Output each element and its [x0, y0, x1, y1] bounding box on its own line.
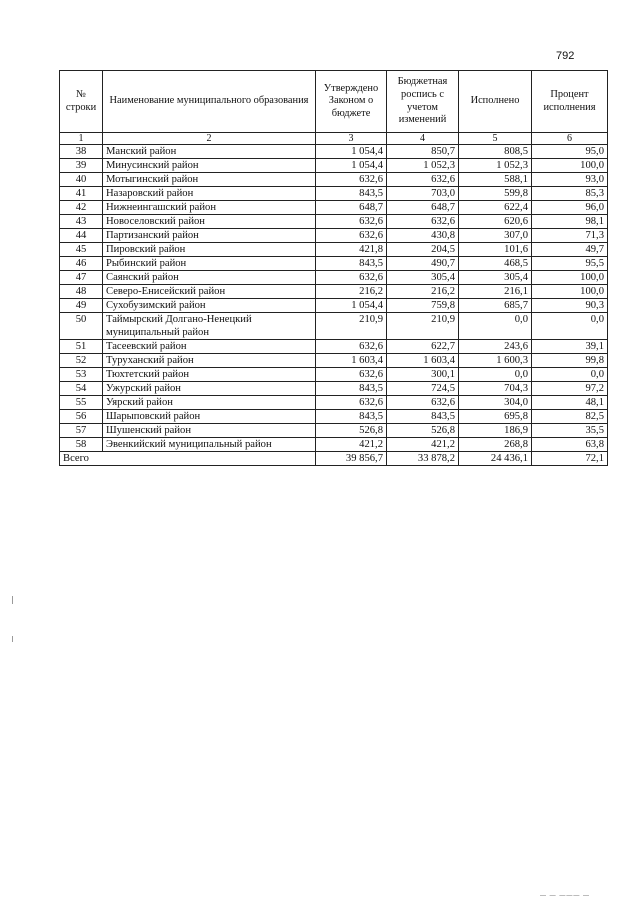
- approved-cell: 843,5: [316, 187, 387, 201]
- row-number-cell: 45: [60, 243, 103, 257]
- total-executed: 24 436,1: [459, 452, 532, 466]
- table-row: [60, 340, 608, 354]
- executed-cell: 620,6: [459, 215, 532, 229]
- percent-cell: 97,2: [532, 382, 608, 396]
- column-number: 6: [532, 133, 608, 145]
- municipality-cell: Мотыгинский район: [103, 173, 316, 187]
- schedule-cell: 526,8: [387, 424, 459, 438]
- row-number-cell: 39: [60, 159, 103, 173]
- schedule-cell: 703,0: [387, 187, 459, 201]
- row-number-cell: 43: [60, 215, 103, 229]
- column-number: 5: [459, 133, 532, 145]
- table-row: [60, 187, 608, 201]
- row-number-cell: 42: [60, 201, 103, 215]
- municipality-cell: Уярский район: [103, 396, 316, 410]
- table-row: [60, 173, 608, 187]
- total-percent: 72,1: [532, 452, 608, 466]
- executed-cell: 808,5: [459, 145, 532, 159]
- percent-cell: 0,0: [532, 368, 608, 382]
- municipality-cell: Новоселовский район: [103, 215, 316, 229]
- executed-cell: 307,0: [459, 229, 532, 243]
- percent-cell: 48,1: [532, 396, 608, 410]
- approved-cell: 648,7: [316, 201, 387, 215]
- municipality-cell: Минусинский район: [103, 159, 316, 173]
- column-number-row: [60, 133, 608, 145]
- executed-cell: 0,0: [459, 368, 532, 382]
- approved-cell: 632,6: [316, 340, 387, 354]
- row-number-cell: 56: [60, 410, 103, 424]
- percent-cell: 100,0: [532, 159, 608, 173]
- header-budget-schedule: Бюджетная роспись с учетом изменений: [387, 71, 459, 133]
- executed-cell: 268,8: [459, 438, 532, 452]
- header-row-number: № строки: [60, 71, 103, 133]
- table-row: [60, 368, 608, 382]
- header-percent: Процент исполнения: [532, 71, 608, 133]
- budget-execution-table: [59, 70, 608, 466]
- row-number-cell: 48: [60, 285, 103, 299]
- municipality-cell: Назаровский район: [103, 187, 316, 201]
- executed-cell: 622,4: [459, 201, 532, 215]
- percent-cell: 82,5: [532, 410, 608, 424]
- municipality-cell: Ужурский район: [103, 382, 316, 396]
- percent-cell: 35,5: [532, 424, 608, 438]
- schedule-cell: 843,5: [387, 410, 459, 424]
- percent-cell: 98,1: [532, 215, 608, 229]
- table-header-row: [60, 71, 608, 133]
- table-row: [60, 424, 608, 438]
- executed-cell: 695,8: [459, 410, 532, 424]
- total-label: Всего: [60, 452, 316, 466]
- schedule-cell: 759,8: [387, 299, 459, 313]
- approved-cell: 632,6: [316, 215, 387, 229]
- executed-cell: 468,5: [459, 257, 532, 271]
- row-number-cell: 51: [60, 340, 103, 354]
- municipality-cell: Нижнеингашский район: [103, 201, 316, 215]
- percent-cell: 39,1: [532, 340, 608, 354]
- row-number-cell: 54: [60, 382, 103, 396]
- executed-cell: 304,0: [459, 396, 532, 410]
- percent-cell: 95,5: [532, 257, 608, 271]
- approved-cell: 210,9: [316, 313, 387, 340]
- municipality-cell: Шушенский район: [103, 424, 316, 438]
- schedule-cell: 648,7: [387, 201, 459, 215]
- executed-cell: 1 052,3: [459, 159, 532, 173]
- table-row: [60, 271, 608, 285]
- table-row: [60, 438, 608, 452]
- header-municipality: Наименование муниципального образования: [103, 71, 316, 133]
- approved-cell: 421,8: [316, 243, 387, 257]
- percent-cell: 100,0: [532, 271, 608, 285]
- percent-cell: 63,8: [532, 438, 608, 452]
- executed-cell: 704,3: [459, 382, 532, 396]
- schedule-cell: 1 603,4: [387, 354, 459, 368]
- table-row: [60, 299, 608, 313]
- percent-cell: 90,3: [532, 299, 608, 313]
- header-executed: Исполнено: [459, 71, 532, 133]
- table-row: [60, 243, 608, 257]
- approved-cell: 843,5: [316, 382, 387, 396]
- table-row: [60, 354, 608, 368]
- municipality-cell: Партизанский район: [103, 229, 316, 243]
- executed-cell: 588,1: [459, 173, 532, 187]
- row-number-cell: 47: [60, 271, 103, 285]
- schedule-cell: 216,2: [387, 285, 459, 299]
- column-number: 4: [387, 133, 459, 145]
- table-row: [60, 215, 608, 229]
- municipality-cell: Тюхтетский район: [103, 368, 316, 382]
- percent-cell: 71,3: [532, 229, 608, 243]
- scan-footer-mark: — — ——— —: [540, 893, 591, 899]
- row-number-cell: 57: [60, 424, 103, 438]
- table-row: [60, 145, 608, 159]
- table-row: [60, 313, 608, 340]
- approved-cell: 632,6: [316, 271, 387, 285]
- municipality-cell: Таймырский Долгано-Ненецкий муниципальный район: [103, 313, 316, 340]
- schedule-cell: 421,2: [387, 438, 459, 452]
- schedule-cell: 210,9: [387, 313, 459, 340]
- table-row: [60, 201, 608, 215]
- schedule-cell: 632,6: [387, 215, 459, 229]
- row-number-cell: 53: [60, 368, 103, 382]
- table-row: [60, 410, 608, 424]
- percent-cell: 99,8: [532, 354, 608, 368]
- approved-cell: 843,5: [316, 257, 387, 271]
- percent-cell: 95,0: [532, 145, 608, 159]
- municipality-cell: Северо-Енисейский район: [103, 285, 316, 299]
- municipality-cell: Манский район: [103, 145, 316, 159]
- executed-cell: 186,9: [459, 424, 532, 438]
- table-row: [60, 382, 608, 396]
- approved-cell: 632,6: [316, 396, 387, 410]
- table-row: [60, 285, 608, 299]
- table-row: [60, 229, 608, 243]
- table-row: [60, 257, 608, 271]
- schedule-cell: 632,6: [387, 173, 459, 187]
- executed-cell: 1 600,3: [459, 354, 532, 368]
- schedule-cell: 300,1: [387, 368, 459, 382]
- municipality-cell: Сухобузимский район: [103, 299, 316, 313]
- approved-cell: 1 054,4: [316, 159, 387, 173]
- scan-margin-mark: [12, 636, 13, 642]
- executed-cell: 599,8: [459, 187, 532, 201]
- municipality-cell: Саянский район: [103, 271, 316, 285]
- total-approved: 39 856,7: [316, 452, 387, 466]
- row-number-cell: 38: [60, 145, 103, 159]
- column-number: 1: [60, 133, 103, 145]
- approved-cell: 632,6: [316, 173, 387, 187]
- row-number-cell: 40: [60, 173, 103, 187]
- executed-cell: 305,4: [459, 271, 532, 285]
- column-number: 3: [316, 133, 387, 145]
- percent-cell: 0,0: [532, 313, 608, 340]
- schedule-cell: 632,6: [387, 396, 459, 410]
- approved-cell: 1 603,4: [316, 354, 387, 368]
- approved-cell: 632,6: [316, 229, 387, 243]
- header-approved: Утверждено Законом о бюджете: [316, 71, 387, 133]
- schedule-cell: 204,5: [387, 243, 459, 257]
- executed-cell: 243,6: [459, 340, 532, 354]
- row-number-cell: 49: [60, 299, 103, 313]
- municipality-cell: Эвенкийский муниципальный район: [103, 438, 316, 452]
- percent-cell: 93,0: [532, 173, 608, 187]
- row-number-cell: 52: [60, 354, 103, 368]
- municipality-cell: Рыбинский район: [103, 257, 316, 271]
- row-number-cell: 58: [60, 438, 103, 452]
- approved-cell: 216,2: [316, 285, 387, 299]
- table-row: [60, 159, 608, 173]
- approved-cell: 421,2: [316, 438, 387, 452]
- executed-cell: 0,0: [459, 313, 532, 340]
- executed-cell: 685,7: [459, 299, 532, 313]
- percent-cell: 96,0: [532, 201, 608, 215]
- total-schedule: 33 878,2: [387, 452, 459, 466]
- schedule-cell: 724,5: [387, 382, 459, 396]
- schedule-cell: 305,4: [387, 271, 459, 285]
- approved-cell: 1 054,4: [316, 145, 387, 159]
- table-row: [60, 396, 608, 410]
- scan-margin-mark: [12, 596, 13, 604]
- row-number-cell: 55: [60, 396, 103, 410]
- row-number-cell: 44: [60, 229, 103, 243]
- municipality-cell: Пировский район: [103, 243, 316, 257]
- schedule-cell: 430,8: [387, 229, 459, 243]
- percent-cell: 49,7: [532, 243, 608, 257]
- row-number-cell: 41: [60, 187, 103, 201]
- approved-cell: 843,5: [316, 410, 387, 424]
- schedule-cell: 1 052,3: [387, 159, 459, 173]
- approved-cell: 632,6: [316, 368, 387, 382]
- executed-cell: 101,6: [459, 243, 532, 257]
- municipality-cell: Шарыповский район: [103, 410, 316, 424]
- municipality-cell: Тасеевский район: [103, 340, 316, 354]
- executed-cell: 216,1: [459, 285, 532, 299]
- page-number: 792: [556, 50, 575, 62]
- approved-cell: 1 054,4: [316, 299, 387, 313]
- schedule-cell: 490,7: [387, 257, 459, 271]
- row-number-cell: 46: [60, 257, 103, 271]
- schedule-cell: 850,7: [387, 145, 459, 159]
- schedule-cell: 622,7: [387, 340, 459, 354]
- column-number: 2: [103, 133, 316, 145]
- row-number-cell: 50: [60, 313, 103, 340]
- table-body: [60, 145, 608, 452]
- municipality-cell: Туруханский район: [103, 354, 316, 368]
- total-row: [60, 452, 608, 466]
- percent-cell: 100,0: [532, 285, 608, 299]
- approved-cell: 526,8: [316, 424, 387, 438]
- percent-cell: 85,3: [532, 187, 608, 201]
